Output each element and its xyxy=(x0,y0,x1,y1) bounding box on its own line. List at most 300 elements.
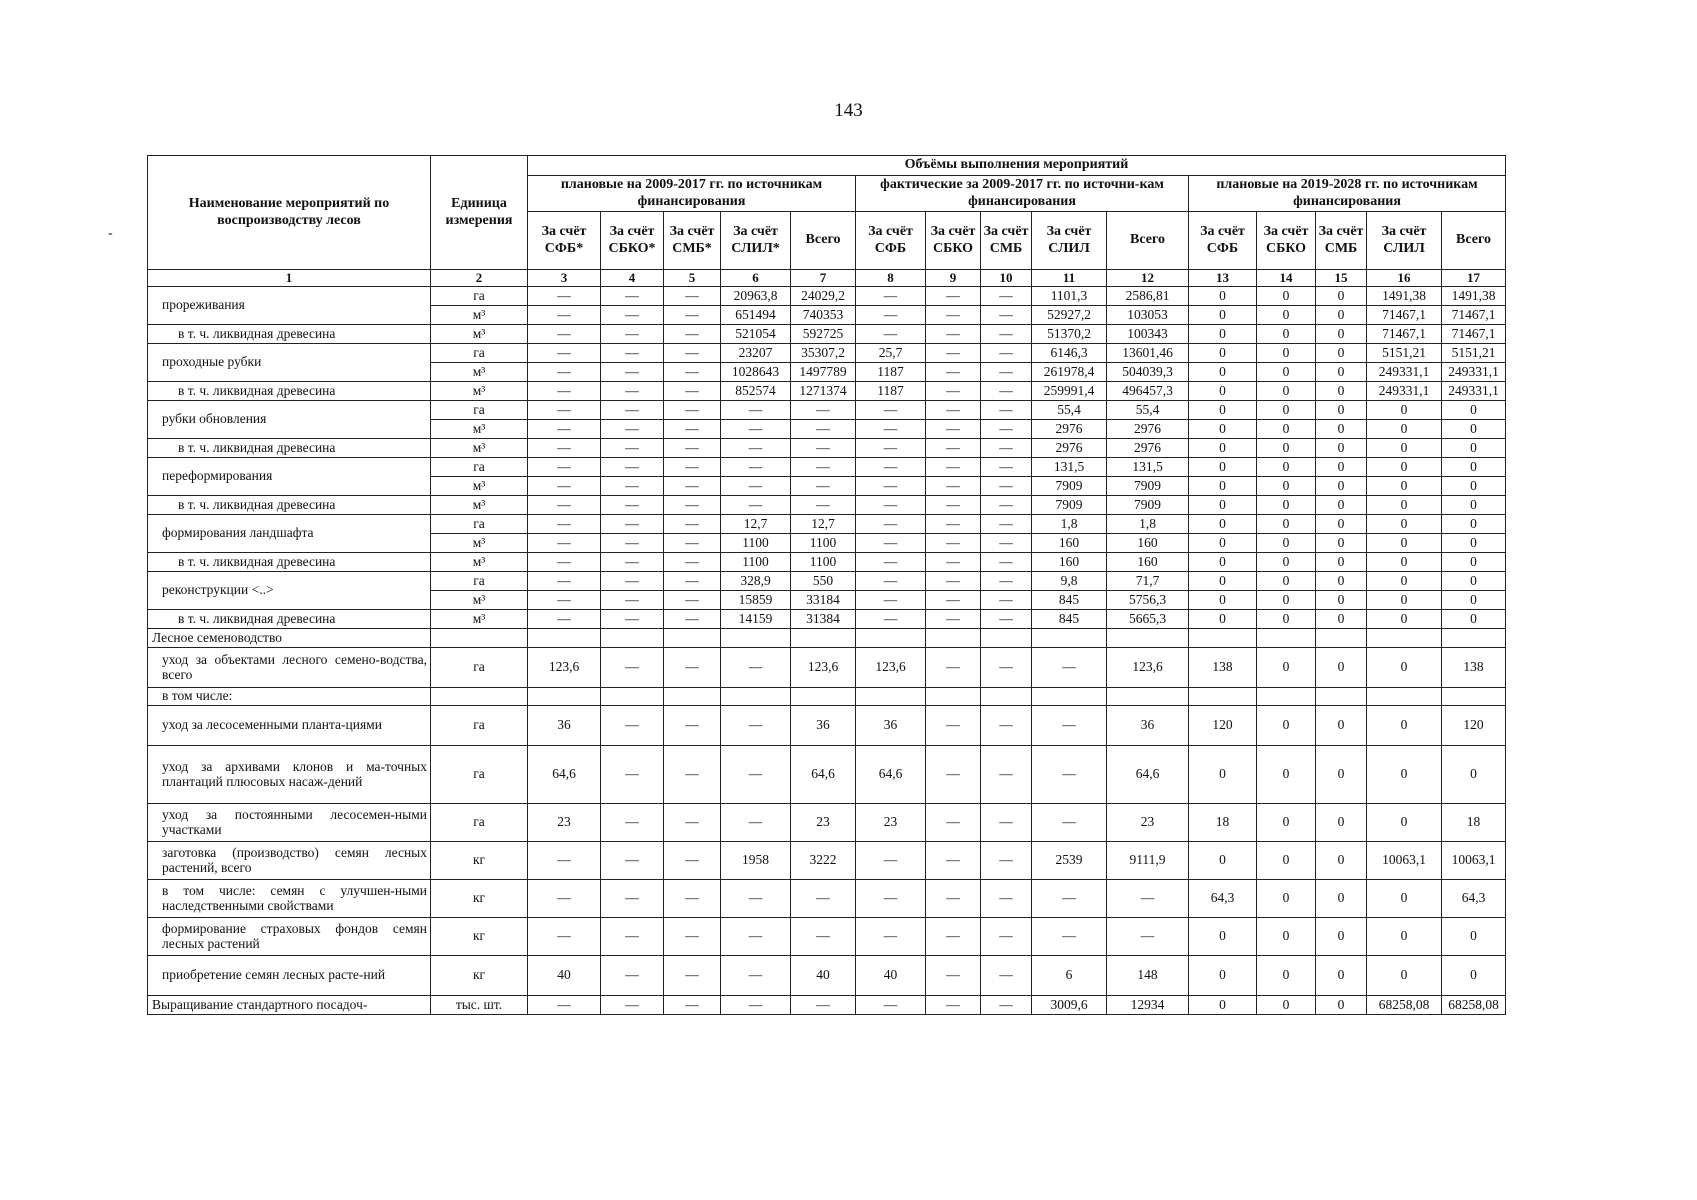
value-cell: 0 xyxy=(1257,306,1316,325)
value-cell: 249331,1 xyxy=(1367,382,1442,401)
value-cell: — xyxy=(601,439,664,458)
value-cell: 40 xyxy=(791,956,856,996)
value-cell: — xyxy=(601,458,664,477)
value-cell: — xyxy=(664,918,721,956)
value-cell: — xyxy=(981,804,1032,842)
value-cell: 740353 xyxy=(791,306,856,325)
value-cell: — xyxy=(528,572,601,591)
value-cell: 148 xyxy=(1107,956,1189,996)
value-cell: 36 xyxy=(1107,706,1189,746)
activity-name: в том числе: семян с улучшен-ными наследственными свойствами xyxy=(148,880,431,918)
empty-cell xyxy=(601,629,664,648)
value-cell: 0 xyxy=(1257,382,1316,401)
value-cell: 7909 xyxy=(1032,477,1107,496)
value-cell: 68258,08 xyxy=(1442,996,1506,1015)
value-cell: 0 xyxy=(1316,287,1367,306)
value-cell: 0 xyxy=(1442,401,1506,420)
unit-cell: кг xyxy=(431,842,528,880)
value-cell: 261978,4 xyxy=(1032,363,1107,382)
value-cell: 0 xyxy=(1442,918,1506,956)
value-cell: — xyxy=(721,918,791,956)
empty-cell xyxy=(431,629,528,648)
value-cell: — xyxy=(926,610,981,629)
value-cell: 0 xyxy=(1257,534,1316,553)
value-cell: 1100 xyxy=(721,553,791,572)
value-cell: 64,3 xyxy=(1442,880,1506,918)
section-title: Лесное семеноводство xyxy=(148,629,431,648)
value-cell: — xyxy=(528,477,601,496)
value-cell: 2586,81 xyxy=(1107,287,1189,306)
value-cell: 7909 xyxy=(1107,496,1189,515)
value-cell: — xyxy=(926,804,981,842)
value-cell: — xyxy=(981,363,1032,382)
value-cell: — xyxy=(664,439,721,458)
value-cell: 0 xyxy=(1257,553,1316,572)
value-cell: — xyxy=(856,553,926,572)
value-cell: — xyxy=(926,306,981,325)
header-source-col: Всего xyxy=(791,212,856,270)
unit-cell: га xyxy=(431,287,528,306)
value-cell: — xyxy=(791,477,856,496)
column-number: 2 xyxy=(431,270,528,287)
empty-cell xyxy=(528,629,601,648)
value-cell: — xyxy=(721,458,791,477)
value-cell: 1187 xyxy=(856,382,926,401)
value-cell: 0 xyxy=(1367,880,1442,918)
value-cell: 0 xyxy=(1367,572,1442,591)
value-cell: 0 xyxy=(1442,746,1506,804)
unit-cell: га xyxy=(431,648,528,688)
value-cell: 0 xyxy=(1257,401,1316,420)
value-cell: 138 xyxy=(1189,648,1257,688)
empty-cell xyxy=(721,688,791,706)
value-cell: 0 xyxy=(1442,553,1506,572)
unit-cell: га xyxy=(431,706,528,746)
value-cell: 2976 xyxy=(1107,420,1189,439)
value-cell: 0 xyxy=(1316,553,1367,572)
value-cell: — xyxy=(981,996,1032,1015)
table-row xyxy=(148,572,1506,591)
value-cell: 13601,46 xyxy=(1107,344,1189,363)
value-cell: — xyxy=(791,880,856,918)
unit-cell: м³ xyxy=(431,325,528,344)
value-cell: 249331,1 xyxy=(1442,382,1506,401)
value-cell: — xyxy=(601,591,664,610)
value-cell: 0 xyxy=(1367,496,1442,515)
value-cell: 0 xyxy=(1442,572,1506,591)
value-cell: 123,6 xyxy=(1107,648,1189,688)
activity-name: рубки обновления xyxy=(148,401,431,439)
value-cell: — xyxy=(664,382,721,401)
value-cell: — xyxy=(1032,880,1107,918)
header-source-col: За счёт СБКО xyxy=(926,212,981,270)
value-cell: 0 xyxy=(1189,746,1257,804)
value-cell: 0 xyxy=(1257,572,1316,591)
empty-cell xyxy=(664,629,721,648)
unit-cell: м³ xyxy=(431,420,528,439)
reforestation-table xyxy=(147,155,1506,1015)
value-cell: 0 xyxy=(1442,496,1506,515)
value-cell: 0 xyxy=(1316,610,1367,629)
value-cell: — xyxy=(664,804,721,842)
activity-name: уход за архивами клонов и ма-точных плантаций плюсовых насаж-дений xyxy=(148,746,431,804)
value-cell: — xyxy=(664,996,721,1015)
value-cell: — xyxy=(981,306,1032,325)
value-cell: — xyxy=(721,746,791,804)
table-row xyxy=(148,496,1506,515)
value-cell: 550 xyxy=(791,572,856,591)
value-cell: 0 xyxy=(1367,420,1442,439)
header-source-col: За счёт СЛИЛ xyxy=(1367,212,1442,270)
value-cell: 0 xyxy=(1257,804,1316,842)
value-cell: 3222 xyxy=(791,842,856,880)
value-cell: — xyxy=(601,420,664,439)
value-cell: 123,6 xyxy=(856,648,926,688)
value-cell: — xyxy=(981,382,1032,401)
unit-cell: м³ xyxy=(431,363,528,382)
value-cell: — xyxy=(981,515,1032,534)
header-plan: плановые на 2009-2017 гг. по источникам финансирования xyxy=(528,176,856,212)
value-cell: 0 xyxy=(1316,842,1367,880)
value-cell: 0 xyxy=(1367,553,1442,572)
value-cell: 51370,2 xyxy=(1032,325,1107,344)
column-number: 12 xyxy=(1107,270,1189,287)
value-cell: 0 xyxy=(1316,382,1367,401)
value-cell: 0 xyxy=(1189,918,1257,956)
empty-cell xyxy=(856,629,926,648)
value-cell: 0 xyxy=(1257,648,1316,688)
empty-cell xyxy=(926,688,981,706)
value-cell: 0 xyxy=(1316,344,1367,363)
table-row xyxy=(148,515,1506,534)
value-cell: — xyxy=(528,880,601,918)
value-cell: — xyxy=(926,515,981,534)
value-cell: — xyxy=(664,287,721,306)
activity-name: приобретение семян лесных расте-ний xyxy=(148,956,431,996)
value-cell: 0 xyxy=(1316,401,1367,420)
header-fact: фактические за 2009-2017 гг. по источни-кам финансирования xyxy=(856,176,1189,212)
activity-name: уход за лесосеменными планта-циями xyxy=(148,706,431,746)
activity-subname: в т. ч. ликвидная древесина xyxy=(148,439,431,458)
value-cell: 52927,2 xyxy=(1032,306,1107,325)
value-cell: — xyxy=(664,477,721,496)
column-number: 7 xyxy=(791,270,856,287)
table-row xyxy=(148,344,1506,363)
value-cell: 0 xyxy=(1316,572,1367,591)
value-cell: — xyxy=(791,496,856,515)
empty-cell xyxy=(664,688,721,706)
value-cell: — xyxy=(856,591,926,610)
value-cell: 123,6 xyxy=(528,648,601,688)
value-cell: 0 xyxy=(1367,401,1442,420)
value-cell: — xyxy=(664,746,721,804)
value-cell: 138 xyxy=(1442,648,1506,688)
value-cell: 0 xyxy=(1367,477,1442,496)
value-cell: 100343 xyxy=(1107,325,1189,344)
value-cell: — xyxy=(981,458,1032,477)
value-cell: 35307,2 xyxy=(791,344,856,363)
value-cell: — xyxy=(528,496,601,515)
header-future: плановые на 2019-2028 гг. по источникам финансирования xyxy=(1189,176,1506,212)
value-cell: 0 xyxy=(1189,382,1257,401)
value-cell: — xyxy=(926,401,981,420)
header-source-col: За счёт СФБ xyxy=(1189,212,1257,270)
value-cell: — xyxy=(926,648,981,688)
value-cell: 0 xyxy=(1257,477,1316,496)
value-cell: — xyxy=(1107,918,1189,956)
value-cell: — xyxy=(856,534,926,553)
value-cell: 1028643 xyxy=(721,363,791,382)
value-cell: — xyxy=(791,918,856,956)
value-cell: — xyxy=(791,996,856,1015)
activity-name: в том числе: xyxy=(148,688,431,706)
value-cell: 0 xyxy=(1189,420,1257,439)
activity-subname: в т. ч. ликвидная древесина xyxy=(148,325,431,344)
value-cell: 131,5 xyxy=(1107,458,1189,477)
value-cell: 1,8 xyxy=(1032,515,1107,534)
table-row xyxy=(148,458,1506,477)
value-cell: 249331,1 xyxy=(1367,363,1442,382)
value-cell: — xyxy=(926,880,981,918)
table-row xyxy=(148,553,1506,572)
report-table-wrapper xyxy=(147,155,1506,1015)
value-cell: — xyxy=(721,706,791,746)
empty-cell xyxy=(1367,629,1442,648)
table-row xyxy=(148,746,1506,804)
value-cell: 0 xyxy=(1257,325,1316,344)
value-cell: — xyxy=(664,458,721,477)
value-cell: — xyxy=(721,956,791,996)
value-cell: 0 xyxy=(1367,918,1442,956)
activity-name: заготовка (производство) семян лесных растений, всего xyxy=(148,842,431,880)
value-cell: 55,4 xyxy=(1107,401,1189,420)
value-cell: 23 xyxy=(528,804,601,842)
value-cell: — xyxy=(856,842,926,880)
value-cell: 0 xyxy=(1442,420,1506,439)
activity-name: уход за объектами лесного семено-водства, всего xyxy=(148,648,431,688)
value-cell: 7909 xyxy=(1107,477,1189,496)
value-cell: 521054 xyxy=(721,325,791,344)
value-cell: 0 xyxy=(1189,363,1257,382)
value-cell: — xyxy=(981,880,1032,918)
empty-cell xyxy=(926,629,981,648)
value-cell: — xyxy=(981,706,1032,746)
value-cell: 504039,3 xyxy=(1107,363,1189,382)
value-cell: — xyxy=(926,591,981,610)
value-cell: — xyxy=(601,344,664,363)
value-cell: 7909 xyxy=(1032,496,1107,515)
value-cell: — xyxy=(926,363,981,382)
value-cell: 0 xyxy=(1189,534,1257,553)
value-cell: 0 xyxy=(1367,439,1442,458)
value-cell: — xyxy=(926,996,981,1015)
value-cell: 0 xyxy=(1189,287,1257,306)
value-cell: 0 xyxy=(1367,804,1442,842)
value-cell: 0 xyxy=(1316,746,1367,804)
value-cell: 0 xyxy=(1316,918,1367,956)
value-cell: 9,8 xyxy=(1032,572,1107,591)
table-row xyxy=(148,648,1506,688)
empty-cell xyxy=(721,629,791,648)
value-cell: 0 xyxy=(1367,515,1442,534)
value-cell: 0 xyxy=(1316,591,1367,610)
header-source-col: За счёт СМБ xyxy=(981,212,1032,270)
value-cell: — xyxy=(926,918,981,956)
value-cell: — xyxy=(601,996,664,1015)
value-cell: — xyxy=(664,515,721,534)
value-cell: — xyxy=(528,363,601,382)
value-cell: 0 xyxy=(1189,306,1257,325)
value-cell: — xyxy=(721,420,791,439)
value-cell: 64,6 xyxy=(1107,746,1189,804)
value-cell: 10063,1 xyxy=(1442,842,1506,880)
unit-cell: м³ xyxy=(431,591,528,610)
value-cell: — xyxy=(664,534,721,553)
value-cell: — xyxy=(528,439,601,458)
column-number: 1 xyxy=(148,270,431,287)
header-source-col: Всего xyxy=(1107,212,1189,270)
unit-cell: м³ xyxy=(431,439,528,458)
value-cell: 0 xyxy=(1189,842,1257,880)
empty-cell xyxy=(1257,688,1316,706)
unit-cell: тыс. шт. xyxy=(431,996,528,1015)
value-cell: — xyxy=(528,306,601,325)
value-cell: 64,3 xyxy=(1189,880,1257,918)
value-cell: 5151,21 xyxy=(1367,344,1442,363)
table-row xyxy=(148,688,1506,706)
empty-cell xyxy=(791,688,856,706)
value-cell: 0 xyxy=(1442,610,1506,629)
value-cell: 0 xyxy=(1442,956,1506,996)
value-cell: — xyxy=(791,420,856,439)
value-cell: 9111,9 xyxy=(1107,842,1189,880)
value-cell: 0 xyxy=(1442,591,1506,610)
activity-subname: в т. ч. ликвидная древесина xyxy=(148,553,431,572)
value-cell: 852574 xyxy=(721,382,791,401)
value-cell: 496457,3 xyxy=(1107,382,1189,401)
value-cell: 2976 xyxy=(1107,439,1189,458)
activity-name: прореживания xyxy=(148,287,431,325)
value-cell: 0 xyxy=(1316,439,1367,458)
activity-name: реконструкции <..> xyxy=(148,572,431,610)
value-cell: 3009,6 xyxy=(1032,996,1107,1015)
value-cell: 1491,38 xyxy=(1367,287,1442,306)
value-cell: — xyxy=(981,553,1032,572)
value-cell: — xyxy=(601,610,664,629)
activity-subname: в т. ч. ликвидная древесина xyxy=(148,496,431,515)
value-cell: — xyxy=(856,325,926,344)
stray-mark: - xyxy=(108,226,113,241)
value-cell: — xyxy=(664,496,721,515)
value-cell: 103053 xyxy=(1107,306,1189,325)
value-cell: 0 xyxy=(1257,996,1316,1015)
value-cell: — xyxy=(1032,706,1107,746)
value-cell: 71467,1 xyxy=(1367,325,1442,344)
value-cell: — xyxy=(664,363,721,382)
empty-cell xyxy=(1367,688,1442,706)
value-cell: 0 xyxy=(1189,344,1257,363)
value-cell: 1491,38 xyxy=(1442,287,1506,306)
value-cell: 0 xyxy=(1316,306,1367,325)
value-cell: 23 xyxy=(791,804,856,842)
unit-cell: м³ xyxy=(431,306,528,325)
value-cell: — xyxy=(528,287,601,306)
value-cell: 0 xyxy=(1367,458,1442,477)
value-cell: 160 xyxy=(1032,553,1107,572)
column-number: 11 xyxy=(1032,270,1107,287)
value-cell: — xyxy=(664,325,721,344)
page-number: 143 xyxy=(834,100,863,121)
value-cell: 0 xyxy=(1257,746,1316,804)
value-cell: 20963,8 xyxy=(721,287,791,306)
table-row xyxy=(148,880,1506,918)
empty-cell xyxy=(1316,688,1367,706)
value-cell: — xyxy=(856,306,926,325)
value-cell: — xyxy=(856,996,926,1015)
value-cell: — xyxy=(721,996,791,1015)
value-cell: 0 xyxy=(1316,515,1367,534)
activity-name: уход за постоянными лесосемен-ными участками xyxy=(148,804,431,842)
value-cell: 160 xyxy=(1107,534,1189,553)
value-cell: — xyxy=(601,477,664,496)
value-cell: 0 xyxy=(1257,610,1316,629)
activity-name: проходные рубки xyxy=(148,344,431,382)
column-number: 8 xyxy=(856,270,926,287)
value-cell: 5756,3 xyxy=(1107,591,1189,610)
value-cell: 68258,08 xyxy=(1367,996,1442,1015)
value-cell: 0 xyxy=(1257,458,1316,477)
value-cell: — xyxy=(926,956,981,996)
empty-cell xyxy=(791,629,856,648)
value-cell: 0 xyxy=(1257,880,1316,918)
value-cell: 0 xyxy=(1257,420,1316,439)
value-cell: 64,6 xyxy=(856,746,926,804)
activity-name: Выращивание стандартного посадоч- xyxy=(148,996,431,1015)
value-cell: 64,6 xyxy=(528,746,601,804)
value-cell: — xyxy=(856,439,926,458)
value-cell: 1497789 xyxy=(791,363,856,382)
value-cell: — xyxy=(721,439,791,458)
value-cell: 0 xyxy=(1257,515,1316,534)
value-cell: 0 xyxy=(1257,344,1316,363)
value-cell: 0 xyxy=(1442,477,1506,496)
value-cell: 1100 xyxy=(721,534,791,553)
value-cell: 64,6 xyxy=(791,746,856,804)
value-cell: — xyxy=(981,842,1032,880)
column-number: 6 xyxy=(721,270,791,287)
value-cell: 1100 xyxy=(791,534,856,553)
header-source-col: За счёт СБКО* xyxy=(601,212,664,270)
value-cell: 15859 xyxy=(721,591,791,610)
value-cell: 2976 xyxy=(1032,439,1107,458)
value-cell: — xyxy=(856,610,926,629)
value-cell: 0 xyxy=(1442,515,1506,534)
value-cell: 40 xyxy=(856,956,926,996)
table-row xyxy=(148,706,1506,746)
value-cell: — xyxy=(664,880,721,918)
column-number: 15 xyxy=(1316,270,1367,287)
value-cell: — xyxy=(664,401,721,420)
value-cell: 0 xyxy=(1189,956,1257,996)
header-unit: Единица измерения xyxy=(431,156,528,270)
unit-cell: га xyxy=(431,401,528,420)
value-cell: 33184 xyxy=(791,591,856,610)
column-number: 13 xyxy=(1189,270,1257,287)
value-cell: — xyxy=(926,325,981,344)
empty-cell xyxy=(1189,629,1257,648)
value-cell: — xyxy=(528,534,601,553)
value-cell: 31384 xyxy=(791,610,856,629)
